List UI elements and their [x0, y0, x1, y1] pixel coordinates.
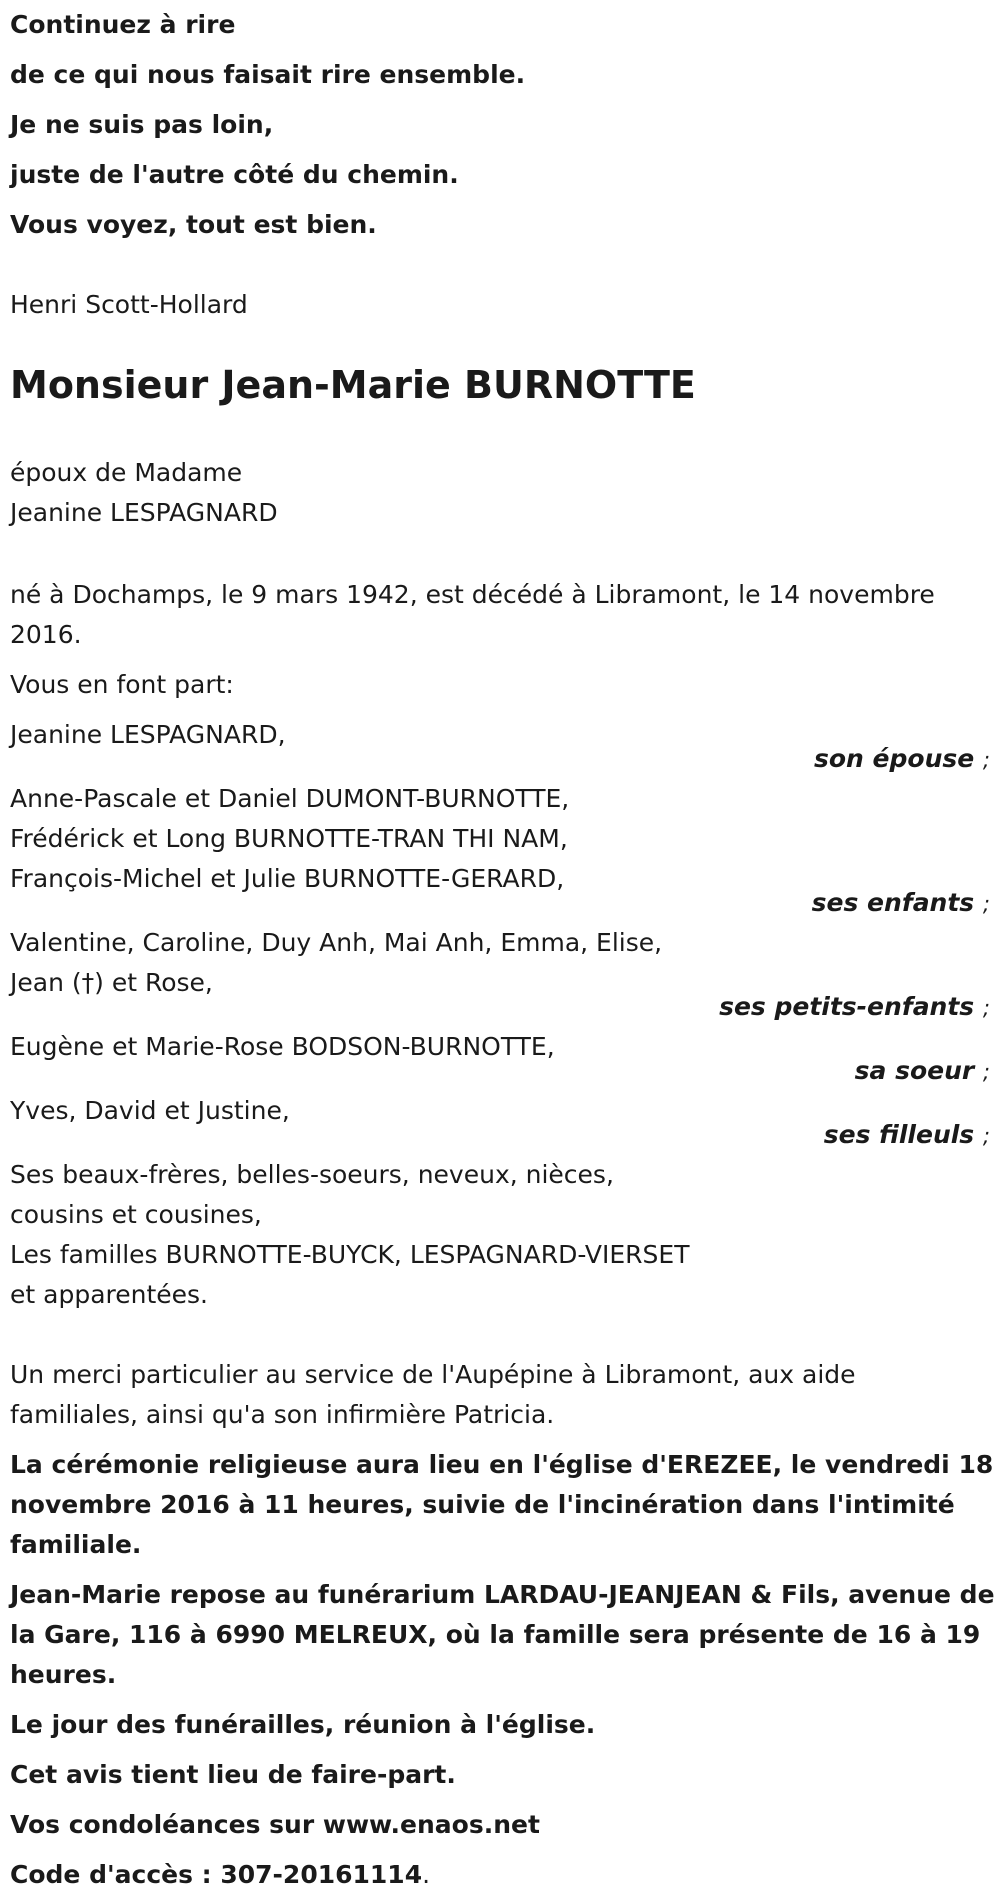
family-line-4: et apparentées. — [10, 1280, 208, 1309]
poem-line-4: juste de l'autre côté du chemin. — [10, 160, 459, 189]
faire-part-notice: Cet avis tient lieu de faire-part. — [10, 1760, 456, 1789]
ceremony-line-2: novembre 2016 à 11 heures, suivie de l'incinération dans l'intimité — [10, 1490, 955, 1519]
grandchildren-line-2: Jean (†) et Rose, — [10, 968, 213, 997]
children-line-2: Frédérick et Long BURNOTTE-TRAN THI NAM, — [10, 824, 568, 853]
spouse-line-1: époux de Madame — [10, 458, 243, 487]
ceremony-line-3: familiale. — [10, 1530, 142, 1559]
family-line-1: Ses beaux-frères, belles-soeurs, neveux, nièces, — [10, 1160, 614, 1189]
family-line-3: Les familles BURNOTTE-BUYCK, LESPAGNARD-VIERSET — [10, 1240, 690, 1269]
spouse-line-2: Jeanine LESPAGNARD — [10, 498, 278, 527]
meeting-notice: Le jour des funérailles, réunion à l'église. — [10, 1710, 596, 1739]
birth-death-line-2: 2016. — [10, 620, 82, 649]
children-line-3: François-Michel et Julie BURNOTTE-GERARD, — [10, 864, 565, 893]
funeral-home-line-3: heures. — [10, 1660, 117, 1689]
poem-line-5: Vous voyez, tout est bien. — [10, 210, 377, 239]
thanks-line-2: familiales, ainsi qu'a son infirmière Patricia. — [10, 1400, 555, 1429]
grandchildren-line-1: Valentine, Caroline, Duy Anh, Mai Anh, Emma, Elise, — [10, 928, 663, 957]
access-code: Code d'accès : 307-20161114 — [10, 1860, 423, 1889]
sister-entry: Eugène et Marie-Rose BODSON-BURNOTTE, — [10, 1032, 555, 1061]
poem-author: Henri Scott-Hollard — [10, 290, 248, 319]
sister-relation: sa soeur ; — [854, 1056, 990, 1085]
family-line-2: cousins et cousines, — [10, 1200, 262, 1229]
ceremony-line-1: La cérémonie religieuse aura lieu en l'église d'EREZEE, le vendredi 18 — [10, 1450, 994, 1479]
poem-line-1: Continuez à rire — [10, 10, 236, 39]
deceased-name: Monsieur Jean-Marie BURNOTTE — [10, 363, 696, 407]
children-relation: ses enfants ; — [811, 888, 990, 917]
access-code-line: Code d'accès : 307-20161114. — [10, 1860, 431, 1889]
funeral-home-line-2: la Gare, 116 à 6990 MELREUX, où la famille sera présente de 16 à 19 — [10, 1620, 981, 1649]
condolences-link[interactable]: Vos condoléances sur www.enaos.net — [10, 1810, 540, 1839]
grandchildren-relation: ses petits-enfants ; — [719, 992, 990, 1021]
spouse-entry: Jeanine LESPAGNARD, — [10, 720, 286, 749]
godchildren-relation: ses filleuls ; — [823, 1120, 990, 1149]
godchildren-entry: Yves, David et Justine, — [10, 1096, 290, 1125]
funeral-home-line-1: Jean-Marie repose au funérarium LARDAU-JEANJEAN & Fils, avenue de — [10, 1580, 995, 1609]
birth-death-line-1: né à Dochamps, le 9 mars 1942, est décédé à Libramont, le 14 novembre — [10, 580, 935, 609]
poem-line-2: de ce qui nous faisait rire ensemble. — [10, 60, 526, 89]
children-line-1: Anne-Pascale et Daniel DUMONT-BURNOTTE, — [10, 784, 570, 813]
poem-line-3: Je ne suis pas loin, — [10, 110, 274, 139]
thanks-line-1: Un merci particulier au service de l'Aupépine à Libramont, aux aide — [10, 1360, 856, 1389]
spouse-relation: son épouse ; — [813, 744, 990, 773]
announcement-intro: Vous en font part: — [10, 670, 234, 699]
